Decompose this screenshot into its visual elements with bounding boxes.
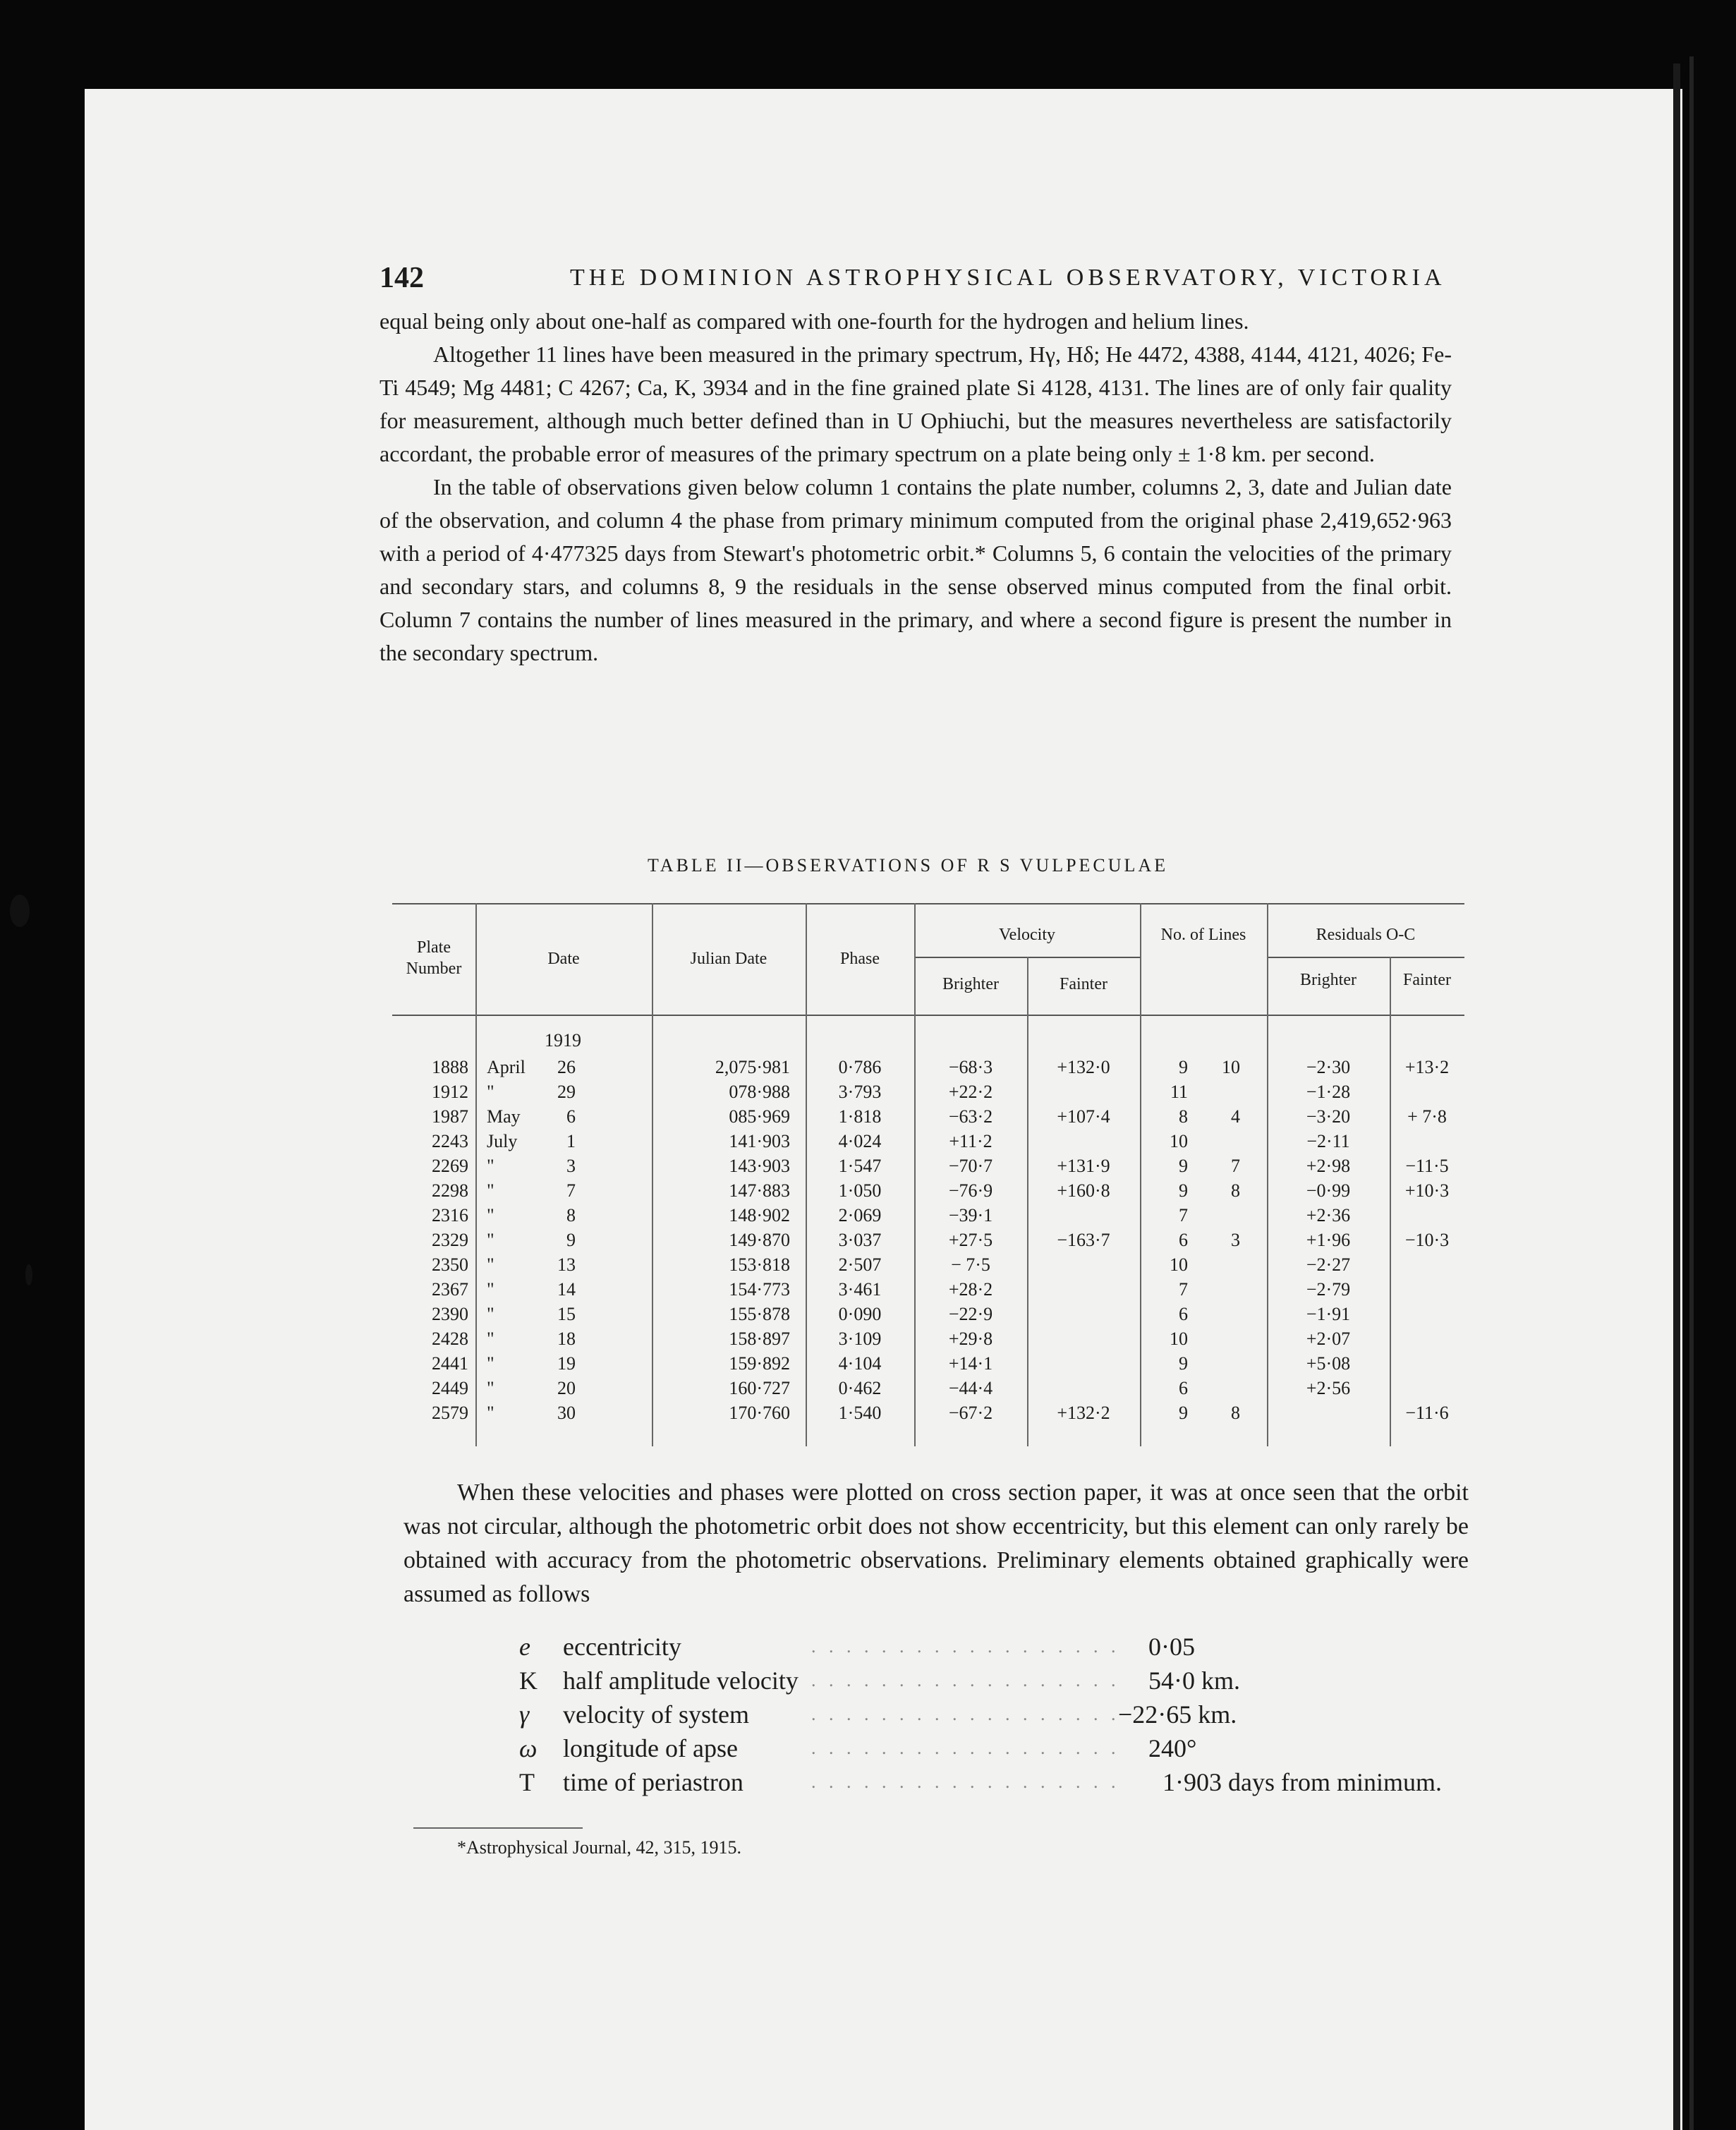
table-cell-vb: −63·2 (948, 1106, 993, 1127)
table-cell-plate: 2441 (432, 1353, 468, 1374)
table-cell-l1: 9 (1179, 1403, 1188, 1423)
header-velocity: Velocity (999, 926, 1055, 944)
element-value: 1·903 days from minimum. (1163, 1768, 1442, 1796)
table-cell-rf: +13·2 (1404, 1057, 1450, 1077)
closing-text (403, 1476, 1469, 1611)
table-cell-l2: 4 (1231, 1106, 1240, 1127)
table-caption: TABLE II—OBSERVATIONS OF R S VULPECULAE (648, 855, 1169, 876)
table-cell-rf: −10·3 (1404, 1230, 1450, 1250)
table-cell-l2: 10 (1222, 1057, 1240, 1077)
table-cell-day: 13 (557, 1254, 576, 1275)
table-cell-l1: 6 (1179, 1304, 1188, 1324)
table-cell-julian: 143·903 (729, 1156, 790, 1176)
table-cell-plate: 2428 (432, 1329, 468, 1349)
table-cell-plate: 2390 (432, 1304, 468, 1324)
table-cell-vb: −39·1 (948, 1205, 993, 1226)
table-cell-l2 (1188, 1079, 1240, 1104)
running-head: THE DOMINION ASTROPHYSICAL OBSERVATORY, VICTORIA (570, 265, 1446, 291)
residuals-subheader-rule (1267, 957, 1464, 958)
table-cell-rb: −2·79 (1306, 1279, 1351, 1300)
table-cell-phase: 0·786 (838, 1057, 882, 1077)
table-cell-phase: 3·793 (838, 1082, 882, 1102)
table-cell-l1: 11 (1170, 1082, 1188, 1102)
col-vel-fainter (1027, 1055, 1140, 1425)
table-cell-vb: −67·2 (948, 1403, 993, 1423)
table-cell-phase: 0·090 (838, 1304, 882, 1324)
paragraph-1: equal being only about one-half as compared with one-fourth for the hydrogen and helium lines. (380, 308, 1249, 334)
footnote: *Astrophysical Journal, 42, 315, 1915. (457, 1837, 741, 1858)
element-symbol: T (519, 1768, 535, 1796)
table-cell-month: " (487, 1082, 494, 1102)
table-cell-julian: 155·878 (729, 1304, 790, 1324)
table-cell-phase: 1·818 (838, 1106, 882, 1127)
table-cell-month: " (487, 1279, 494, 1300)
table-cell-plate: 2316 (432, 1205, 468, 1226)
table-cell-vf (1027, 1129, 1140, 1154)
table-cell-l1: 9 (1179, 1057, 1188, 1077)
table-cell-plate: 2350 (432, 1254, 468, 1275)
table-cell-l1: 7 (1179, 1279, 1188, 1300)
table-cell-month: " (487, 1378, 494, 1398)
element-value: −22·65 km. (1118, 1700, 1237, 1729)
table-cell-rb: +2·07 (1306, 1329, 1351, 1349)
table-cell-month: " (487, 1254, 494, 1275)
table-header-rule (392, 1015, 1464, 1016)
table-cell-l1: 8 (1179, 1106, 1188, 1127)
table-cell-rf: −11·6 (1405, 1403, 1449, 1423)
table-cell-julian: 170·760 (729, 1403, 790, 1423)
table-cell-phase: 2·069 (838, 1205, 882, 1226)
table-cell-rf: +10·3 (1404, 1180, 1450, 1201)
element-value: 0·05 (1148, 1633, 1195, 1661)
table-cell-rf (1390, 1277, 1464, 1302)
table-cell-month: " (487, 1304, 494, 1324)
table-cell-julian: 141·903 (729, 1131, 790, 1151)
scan-border (1689, 56, 1694, 2130)
col-res-brighter (1267, 1055, 1390, 1425)
scan-speck (10, 895, 30, 927)
table-cell-julian: 078·988 (729, 1082, 790, 1102)
table-cell-julian: 085·969 (729, 1106, 790, 1127)
element-symbol: γ (519, 1700, 530, 1729)
header-lines: No. of Lines (1160, 926, 1246, 944)
element-value: 54·0 km. (1148, 1666, 1240, 1695)
table-cell-day: 20 (557, 1378, 576, 1398)
leader-dots: . . . . . . . . . . . . . . . . . . (811, 1636, 1120, 1657)
table-cell-rf (1390, 1376, 1464, 1400)
table-cell-vf: +107·4 (1057, 1106, 1110, 1127)
element-label: time of periastron (563, 1768, 743, 1796)
table-cell-phase: 2·507 (838, 1254, 882, 1275)
table-cell-vf (1027, 1079, 1140, 1104)
leader-dots: . . . . . . . . . . . . . . . . . . (811, 1704, 1120, 1724)
table-cell-day: 14 (557, 1279, 576, 1300)
table-cell-plate: 2269 (432, 1156, 468, 1176)
table-cell-vb: +29·8 (948, 1329, 993, 1349)
table-cell-month: " (487, 1353, 494, 1374)
element-label: eccentricity (563, 1633, 681, 1661)
table-cell-plate: 2367 (432, 1279, 468, 1300)
table-cell-month: July (487, 1131, 518, 1151)
table-cell-l2 (1188, 1252, 1240, 1277)
table-cell-rb: −2·27 (1306, 1254, 1351, 1275)
table-cell-vb: +28·2 (948, 1279, 993, 1300)
table-cell-vb: −70·7 (948, 1156, 993, 1176)
table-cell-month: " (487, 1180, 494, 1201)
table-cell-l2 (1188, 1326, 1240, 1351)
table-cell-month: May (487, 1106, 521, 1127)
table-cell-vf (1027, 1277, 1140, 1302)
table-cell-day: 26 (557, 1057, 576, 1077)
element-value: 240° (1148, 1734, 1197, 1762)
table-cell-vf (1027, 1351, 1140, 1376)
table-cell-rb: −0·99 (1306, 1180, 1351, 1201)
element-label: velocity of system (563, 1700, 749, 1729)
leader-dots: . . . . . . . . . . . . . . . . . . (811, 1772, 1120, 1792)
table-cell-phase: 1·540 (838, 1403, 882, 1423)
table-cell-rb: −1·91 (1306, 1304, 1351, 1324)
table-cell-julian: 148·902 (729, 1205, 790, 1226)
table-cell-rb: −2·11 (1306, 1131, 1350, 1151)
paragraph-4: When these velocities and phases were plotted on cross section paper, it was at once seen that the orbit was not circular, although the photometric orbit does not show eccentricity, but this element can only rarely be obtained with accuracy from the photometric observations. Preliminary elements obtained graphically were assumed as follows (403, 1479, 1469, 1607)
header-velocity-brighter: Brighter (942, 975, 999, 993)
table-cell-rf: −11·5 (1405, 1156, 1449, 1176)
table-cell-month: " (487, 1230, 494, 1250)
table-cell-l1: 9 (1179, 1180, 1188, 1201)
col-vel-brighter (914, 1055, 1027, 1425)
table-cell-l1: 10 (1170, 1254, 1188, 1275)
table-cell-rb: +2·56 (1306, 1378, 1351, 1398)
table-cell-vb: +14·1 (948, 1353, 993, 1374)
header-velocity-fainter: Fainter (1060, 975, 1107, 993)
table-cell-month: " (487, 1329, 494, 1349)
table-cell-l2 (1188, 1376, 1240, 1400)
header-residuals-fainter: Fainter (1403, 971, 1451, 989)
table-cell-rf (1390, 1302, 1464, 1326)
table-cell-julian: 149·870 (729, 1230, 790, 1250)
table-cell-l1: 10 (1170, 1329, 1188, 1349)
table-cell-rb: +1·96 (1306, 1230, 1351, 1250)
table-cell-day: 30 (557, 1403, 576, 1423)
table-cell-phase: 0·462 (838, 1378, 882, 1398)
col-divider (475, 903, 477, 1446)
leader-dots: . . . . . . . . . . . . . . . . . . (811, 1670, 1120, 1690)
leader-dots: . . . . . . . . . . . . . . . . . . (811, 1738, 1120, 1758)
table-cell-l1: 9 (1179, 1156, 1188, 1176)
col-res-fainter (1390, 1055, 1464, 1425)
header-phase: Phase (840, 950, 880, 968)
table-cell-julian: 160·727 (729, 1378, 790, 1398)
table-cell-day: 19 (557, 1353, 576, 1374)
observations-table (392, 903, 1464, 1446)
table-cell-vf: +132·0 (1057, 1057, 1110, 1077)
element-symbol: K (519, 1666, 538, 1695)
table-cell-rf (1390, 1079, 1464, 1104)
table-cell-vf: −163·7 (1057, 1230, 1110, 1250)
table-cell-vb: −68·3 (948, 1057, 993, 1077)
table-cell-rf (1390, 1252, 1464, 1277)
header-residuals-brighter: Brighter (1300, 971, 1356, 989)
col-day (538, 1055, 576, 1425)
table-cell-rb: −1·28 (1306, 1082, 1351, 1102)
table-cell-rb: +5·08 (1306, 1353, 1351, 1374)
header-plate: Plate Number (406, 938, 462, 978)
element-symbol: ω (519, 1734, 538, 1762)
table-cell-rf (1390, 1203, 1464, 1228)
table-cell-rf (1390, 1326, 1464, 1351)
table-cell-vf (1027, 1203, 1140, 1228)
table-cell-month: April (487, 1057, 526, 1077)
table-cell-vf (1027, 1326, 1140, 1351)
table-cell-plate: 1987 (432, 1106, 468, 1127)
table-cell-plate: 2579 (432, 1403, 468, 1423)
table-cell-month: " (487, 1156, 494, 1176)
table-cell-phase: 1·547 (838, 1156, 882, 1176)
col-plate (392, 1055, 468, 1425)
table-cell-month: " (487, 1403, 494, 1423)
table-cell-julian: 159·892 (729, 1353, 790, 1374)
element-label: half amplitude velocity (563, 1666, 799, 1695)
table-cell-month: " (487, 1205, 494, 1226)
col-lines-secondary (1188, 1055, 1240, 1425)
element-label: longitude of apse (563, 1734, 738, 1762)
table-cell-rf (1390, 1129, 1464, 1154)
year-label: 1919 (545, 1030, 581, 1051)
table-cell-plate: 2298 (432, 1180, 468, 1201)
table-cell-plate: 1912 (432, 1082, 468, 1102)
col-julian (652, 1055, 790, 1425)
table-cell-julian: 154·773 (729, 1279, 790, 1300)
table-cell-julian: 158·897 (729, 1329, 790, 1349)
table-cell-vb: −76·9 (948, 1180, 993, 1201)
table-cell-rb: +2·98 (1306, 1156, 1351, 1176)
table-cell-l2 (1188, 1277, 1240, 1302)
table-cell-day: 8 (566, 1205, 576, 1226)
table-cell-vf: +132·2 (1057, 1403, 1110, 1423)
footnote-rule (413, 1827, 583, 1829)
paragraph-2: Altogether 11 lines have been measured in the primary spectrum, Hγ, Hδ; He 4472, 4388, 4144, 4121, 4026; Fe-Ti 4549; Mg 4481; C 4267; Ca, K, 3934 and in the fine grained plate Si 4128, 4131. The lines are of only fair quality for measurement, although much better defined than in U Ophiuchi, but the measures nevertheless are satisfactorily accordant, the probable error of measures of the primary spectrum on a plate being only ± 1·8 km. per second. (380, 341, 1452, 466)
table-cell-rb: +2·36 (1306, 1205, 1351, 1226)
table-cell-vf: +131·9 (1057, 1156, 1110, 1176)
table-cell-rb: −3·20 (1306, 1106, 1351, 1127)
table-cell-julian: 147·883 (729, 1180, 790, 1201)
table-cell-phase: 4·104 (838, 1353, 882, 1374)
table-cell-julian: 153·818 (729, 1254, 790, 1275)
table-cell-l2 (1188, 1129, 1240, 1154)
table-cell-l1: 6 (1179, 1378, 1188, 1398)
table-cell-rb (1267, 1400, 1390, 1425)
table-cell-rf (1390, 1351, 1464, 1376)
table-cell-rb: −2·30 (1306, 1057, 1351, 1077)
table-cell-l2 (1188, 1302, 1240, 1326)
table-cell-phase: 3·461 (838, 1279, 882, 1300)
col-phase (806, 1055, 914, 1425)
table-cell-day: 1 (566, 1131, 576, 1151)
table-cell-day: 18 (557, 1329, 576, 1349)
table-cell-vb: −44·4 (948, 1378, 993, 1398)
table-cell-plate: 1888 (432, 1057, 468, 1077)
table-cell-plate: 2329 (432, 1230, 468, 1250)
table-cell-phase: 4·024 (838, 1131, 882, 1151)
table-cell-vb: − 7·5 (951, 1254, 990, 1275)
table-cell-l2: 8 (1231, 1403, 1240, 1423)
table-cell-day: 15 (557, 1304, 576, 1324)
col-month (487, 1055, 538, 1425)
table-cell-vf (1027, 1302, 1140, 1326)
table-cell-vf: +160·8 (1057, 1180, 1110, 1201)
header-julian: Julian Date (690, 950, 767, 968)
table-cell-vf (1027, 1376, 1140, 1400)
table-cell-l1: 7 (1179, 1205, 1188, 1226)
table-cell-day: 29 (557, 1082, 576, 1102)
table-cell-l2: 3 (1231, 1230, 1240, 1250)
body-text (380, 305, 1452, 670)
element-symbol: e (519, 1633, 530, 1661)
page-number: 142 (380, 262, 424, 294)
table-cell-l2: 8 (1231, 1180, 1240, 1201)
table-cell-vb: +22·2 (948, 1082, 993, 1102)
table-cell-l1: 10 (1170, 1131, 1188, 1151)
table-cell-rf: + 7·8 (1407, 1106, 1447, 1127)
table-cell-l2 (1188, 1203, 1240, 1228)
paragraph-3: In the table of observations given below column 1 contains the plate number, columns 2, 3, date and Julian date of the observation, and column 4 the phase from primary minimum computed from the original phase 2,419,652·963 with a period of 4·477325 days from Stewart's photometric orbit.* Columns 5, 6 contain the velocities of the primary and secondary stars, and columns 8, 9 the residuals in the sense observed minus computed from the final orbit. Column 7 contains the number of lines measured in the primary, and where a second figure is present the number in the secondary spectrum. (380, 474, 1452, 665)
table-cell-vb: +11·2 (949, 1131, 993, 1151)
table-cell-plate: 2243 (432, 1131, 468, 1151)
table-top-rule (392, 903, 1464, 904)
col-lines-primary (1140, 1055, 1188, 1425)
table-cell-l2: 7 (1231, 1156, 1240, 1176)
page-edge-shadow (1673, 63, 1680, 2130)
scan-speck (25, 1264, 32, 1285)
table-cell-vf (1027, 1252, 1140, 1277)
table-cell-vb: +27·5 (948, 1230, 993, 1250)
table-cell-plate: 2449 (432, 1378, 468, 1398)
table-cell-l1: 9 (1179, 1353, 1188, 1374)
table-cell-julian: 2,075·981 (715, 1057, 790, 1077)
table-cell-day: 7 (566, 1180, 576, 1201)
table-cell-day: 6 (566, 1106, 576, 1127)
table-cell-phase: 3·109 (838, 1329, 882, 1349)
header-date: Date (547, 950, 580, 968)
table-cell-l1: 6 (1179, 1230, 1188, 1250)
table-cell-l2 (1188, 1351, 1240, 1376)
table-cell-phase: 1·050 (838, 1180, 882, 1201)
table-cell-day: 3 (566, 1156, 576, 1176)
header-residuals: Residuals O-C (1316, 926, 1416, 944)
table-cell-phase: 3·037 (838, 1230, 882, 1250)
table-cell-vb: −22·9 (948, 1304, 993, 1324)
table-cell-day: 9 (566, 1230, 576, 1250)
